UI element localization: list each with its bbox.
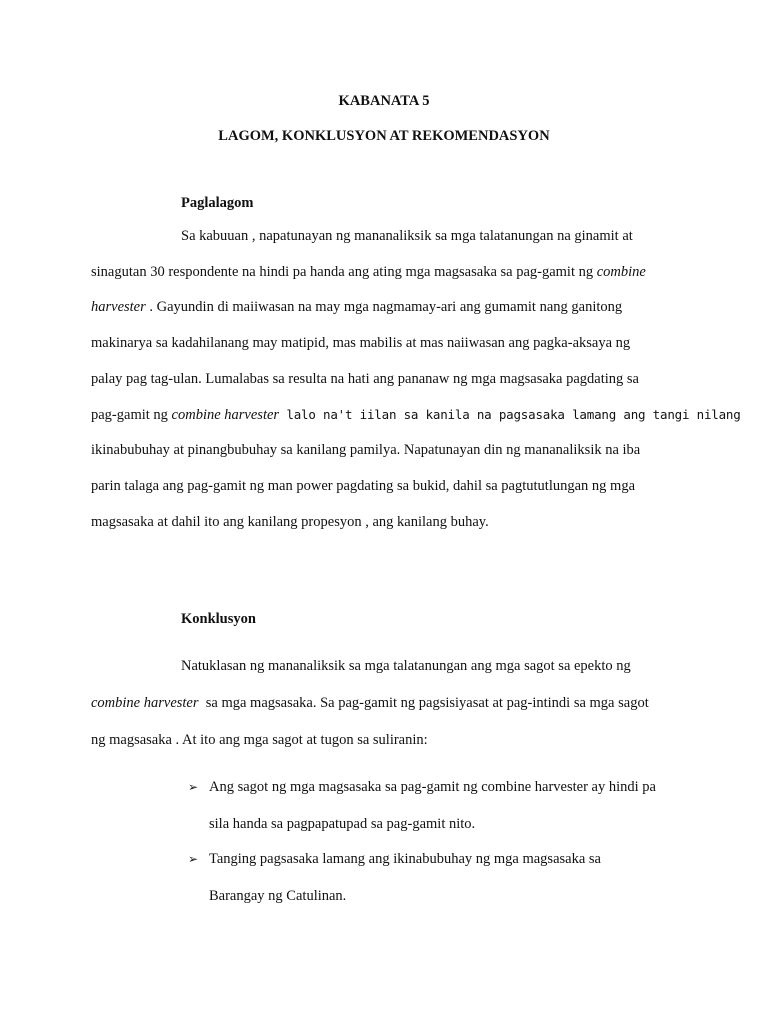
conclusion-line: Natuklasan ng mananaliksik sa mga talatanungan ang mga sagot sa epekto ng [181,658,631,674]
chapter-heading: KABANATA 5 [338,93,430,109]
summary-line: makinarya sa kadahilanang may matipid, mas mabilis at mas naiiwasan ang pagka-aksaya ng [91,335,631,351]
bullet-arrow-icon: ➢ [188,852,199,866]
summary-line: palay pag tag-ulan. Lumalabas sa resulta na hati ang pananaw ng mga magsasaka pagdating sa [91,371,639,387]
summary-line: sinagutan 30 respondente na hindi pa handa ang ating mga magsasaka sa pag-gamit ng combine [91,264,646,280]
bullet-item-line: Ang sagot ng mga magsasaka sa pag-gamit ng combine harvester ay hindi pa [209,779,656,795]
bullet-arrow-icon: ➢ [188,780,199,794]
summary-line: parin talaga ang pag-gamit ng man power pagdating sa bukid, dahil sa pagtututlungan ng mga [91,478,636,494]
summary-line: pag-gamit ng combine harvester lalo na't iilan sa kanila na pagsasaka lamang ang tangi nilang [91,407,741,423]
summary-line: Sa kabuuan , napatunayan ng mananaliksik sa mga talatanungan na ginamit at [181,228,633,244]
conclusion-line: ng magsasaka . At ito ang mga sagot at tugon sa suliranin: [91,732,428,748]
summary-line: magsasaka at dahil ito ang kanilang propesyon , ang kanilang buhay. [91,514,489,530]
conclusion-line: combine harvester sa mga magsasaka. Sa pag-gamit ng pagsisiyasat at pag-intindi sa mga sagot [91,695,649,711]
conclusion-heading: Konklusyon [181,611,256,627]
summary-heading: Paglalagom [181,195,254,211]
summary-line: harvester . Gayundin di maiiwasan na may mga nagmamay-ari ang gumamit nang ganitong [91,299,623,315]
summary-line: ikinabubuhay at pinangbubuhay sa kanilang pamilya. Napatunayan din ng mananaliksik na iba [91,442,641,458]
bullet-item-line: sila handa sa pagpapatupad sa pag-gamit nito. [209,816,476,832]
bullet-item-line: Tanging pagsasaka lamang ang ikinabubuhay ng mga magsasaka sa [209,851,601,867]
bullet-item-line: Barangay ng Catulinan. [209,888,347,904]
chapter-title: LAGOM, KONKLUSYON AT REKOMENDASYON [218,128,550,144]
